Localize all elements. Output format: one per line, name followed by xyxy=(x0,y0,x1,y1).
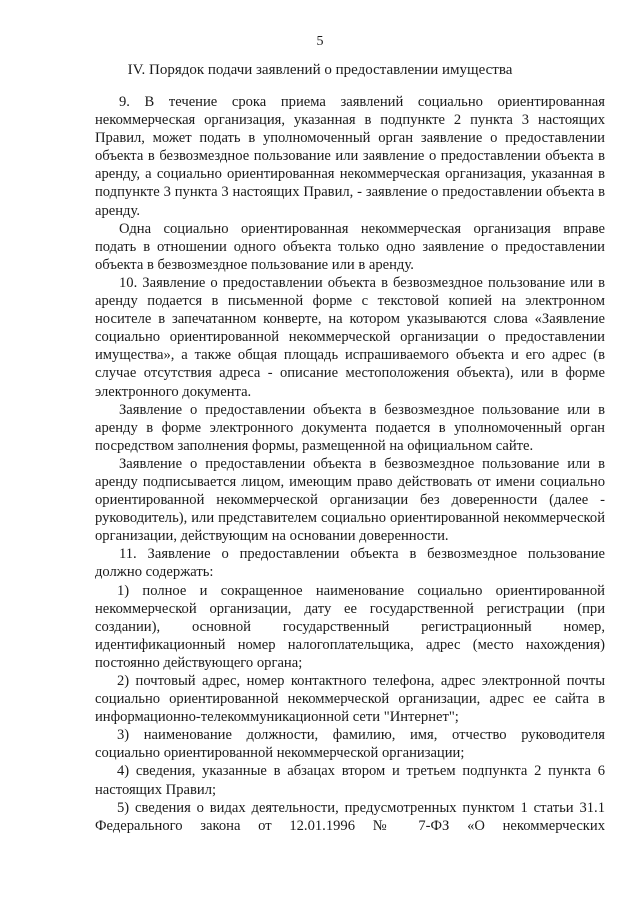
paragraph-10: 10. Заявление о предоставлении объекта в безвозмездное пользование или в аренду подается в письменной форме с текстовой копией на электронном носителе в запечатанном конверте, на котором указываются слова «Заявление социально ориентированной некоммерческой организации о предоставлении имущества», а также общая площадь испрашиваемого объекта и его адрес (в случае отсутствия адреса - описание местоположения объекта), или в форме электронного документа. xyxy=(95,274,605,400)
list-item-4: 4) сведения, указанные в абзацах втором и третьем подпункта 2 пункта 6 настоящих Правил; xyxy=(95,763,605,798)
section-title: IV. Порядок подачи заявлений о предоставлении имущества xyxy=(127,62,513,78)
list-item-5: 5) сведения о видах деятельности, предусмотренных пунктом 1 статьи 31.1 Федерального закона от 12.01.1996 № 7-ФЗ «О некоммерческих xyxy=(95,799,605,834)
page-number: 5 xyxy=(316,34,324,49)
paragraph-10-signature: Заявление о предоставлении объекта в безвозмездное пользование или в аренду подписывается лицом, имеющим право действовать от имени социально ориентированной некоммерческой организации без доверенности (далее - руководитель), или представителем социально ориентированной некоммерческой организации, действующим на основании доверенности. xyxy=(95,455,605,545)
list-item-3: 3) наименование должности, фамилию, имя, отчество руководителя социально ориентированной некоммерческой организации; xyxy=(95,727,605,762)
paragraph-9-note: Одна социально ориентированная некоммерческая организация вправе подать в отношении одного объекта только одно заявление о предоставлении объекта в безвозмездное пользование или в аренду. xyxy=(95,220,605,273)
paragraph-11: 11. Заявление о предоставлении объекта в безвозмездное пользование должно содержать: xyxy=(95,546,605,581)
paragraph-9: 9. В течение срока приема заявлений социально ориентированная некоммерческая организация, указанная в подпункте 2 пункта 3 настоящих Правил, может подать в уполномоченный орган заявление о предоставлении объекта в безвозмездное пользование или заявление о предоставлении объекта в аренду, а социально ориентированная некоммерческая организация, указанная в подпункте 3 пункта 3 настоящих Правил, - заявление о предоставлении объекта в аренду. xyxy=(95,94,605,219)
paragraph-10-electronic: Заявление о предоставлении объекта в безвозмездное пользование или в аренду в форме электронного документа подается в уполномоченный орган посредством заполнения формы, размещенной на официальном сайте. xyxy=(95,401,605,454)
list-item-1: 1) полное и сокращенное наименование социально ориентированной некоммерческой организации, дату ее государственной регистрации (при создании), основной государственный регистрационный номер, идентификационный номер налогоплательщика, адрес (место нахождения) постоянно действующего органа; xyxy=(95,582,605,671)
document-body xyxy=(95,93,605,835)
list-item-2: 2) почтовый адрес, номер контактного телефона, адрес электронной почты социально ориентированной некоммерческой организации, адрес ее сайта в информационно-телекоммуникационной сети "Интернет"; xyxy=(95,673,605,726)
